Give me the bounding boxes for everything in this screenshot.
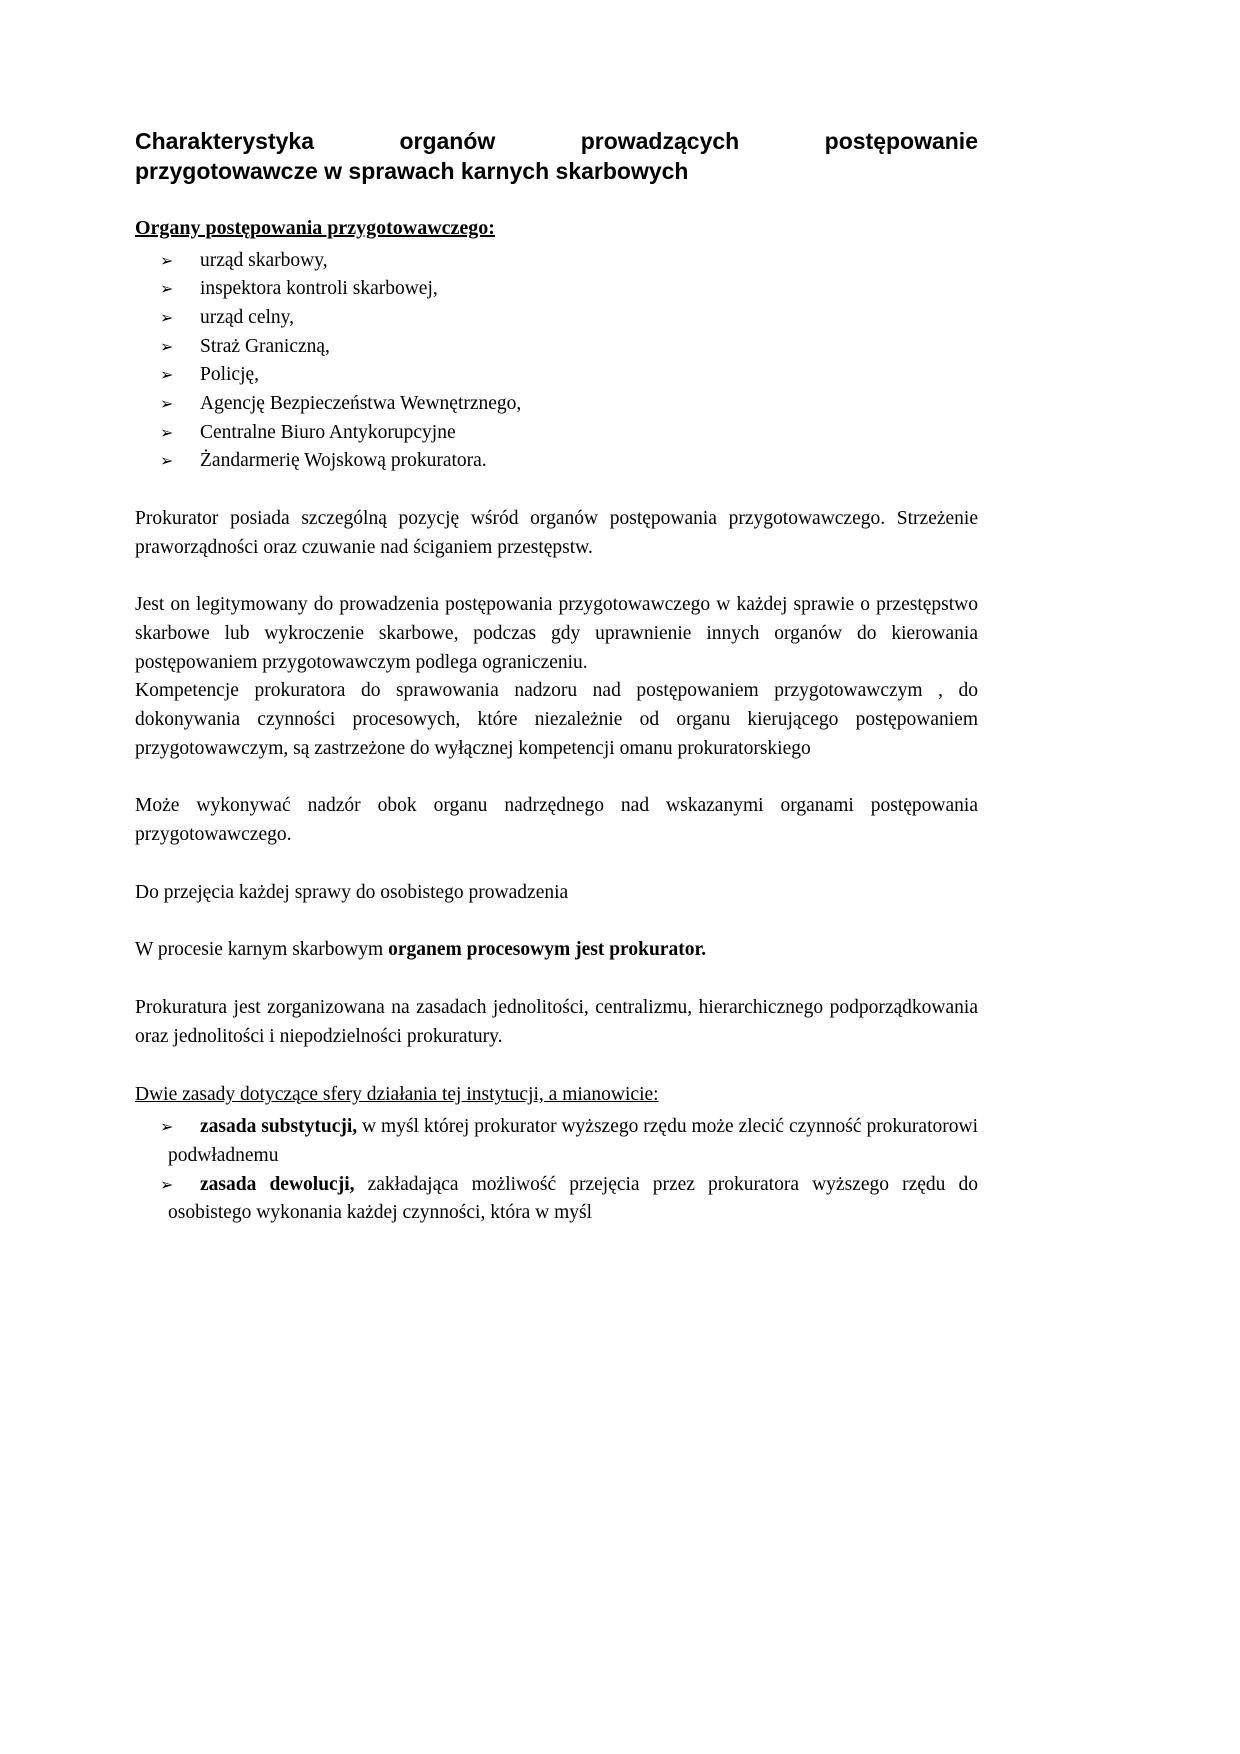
list-item-text: inspektora kontroli skarbowej,	[200, 278, 438, 300]
paragraph-proces-bold: organem procesowym jest prokurator.	[388, 939, 707, 961]
list-item-text: Agencję Bezpieczeństwa Wewnętrznego,	[200, 393, 522, 414]
list-item-term: zasada substytucji,	[200, 1116, 358, 1138]
arrow-bullet-icon: ➢	[160, 422, 174, 442]
list-item	[135, 419, 978, 448]
list-item-text: Straż Graniczną,	[200, 335, 330, 357]
arrow-bullet-icon: ➢	[160, 308, 174, 328]
paragraph-nadzor: Może wykonywać nadzór obok organu nadrzędnego nad wskazanymi organami postępowania przygotowawczego.	[135, 795, 978, 845]
list-item	[135, 361, 978, 390]
list-item-text: urząd skarbowy,	[200, 249, 328, 271]
arrow-bullet-icon: ➢	[160, 279, 174, 299]
list-item	[135, 390, 978, 419]
list-item	[135, 447, 978, 476]
list-item	[135, 275, 978, 304]
list-item	[135, 1171, 978, 1228]
arrow-bullet-icon: ➢	[160, 250, 174, 270]
list-item-text: Policję,	[200, 364, 260, 386]
paragraph-proces-normal: W procesie karnym skarbowym	[135, 939, 389, 961]
list-item-text: zakładająca możliwość przejęcia przez prokuratora wyższego rzędu do osobistego wykonania każdej czynności, która w myśl	[168, 1173, 979, 1224]
arrow-bullet-icon: ➢	[160, 1117, 174, 1137]
paragraph-przejecie: Do przejęcia każdej sprawy do osobistego prowadzenia	[135, 881, 569, 903]
list-item	[135, 1113, 978, 1170]
arrow-bullet-icon: ➢	[160, 365, 174, 385]
arrow-bullet-icon: ➢	[160, 451, 174, 471]
title-line-1: Charakterystyka organów prowadzących postępowanie	[135, 128, 978, 154]
arrow-bullet-icon: ➢	[160, 1174, 174, 1194]
list-item	[135, 304, 978, 333]
paragraph-kompetencje: Kompetencje prokuratora do sprawowania nadzoru nad postępowaniem przygotowawczym , do dokonywania czynności procesowych, które niezależnie od organu kierującego postępowaniem przygotowawczym, są zastrzeżone do wyłącznej kompetencji omanu prokuratorskiego	[135, 680, 978, 759]
list-item-text: w myśl której prokurator wyższego rzędu może zlecić czynność prokuratorowi podwładnemu	[168, 1116, 978, 1167]
paragraph-legitymowany: Jest on legitymowany do prowadzenia postępowania przygotowawczego w każdej sprawie o przestępstwo skarbowe lub wykroczenie skarbowe, podczas gdy uprawnienie innych organów do kierowania postępowaniem przygotowawczym podlega ograniczeniu.	[135, 594, 978, 673]
paragraph-prokuratura: Prokuratura jest zorganizowana na zasadach jednolitości, centralizmu, hierarchicznego podporządkowania oraz jednolitości i niepodzielności prokuratury.	[135, 996, 978, 1047]
section-heading-organy: Organy postępowania przygotowawczego:	[135, 216, 495, 239]
organy-list	[135, 247, 978, 476]
paragraph-proces	[135, 936, 978, 965]
list-item-text: urząd celny,	[200, 307, 295, 329]
list-item-text: Centralne Biuro Antykorupcyjne	[200, 421, 456, 443]
zasady-list	[135, 1113, 978, 1228]
list-item-term: zasada dewolucji,	[200, 1173, 355, 1195]
list-item-text: Żandarmerię Wojskową prokuratora.	[200, 450, 487, 472]
paragraph-prokurator: Prokurator posiada szczególną pozycję wśród organów postępowania przygotowawczego. Strzeżenie praworządności oraz czuwanie nad ściganiem przestępstw.	[135, 507, 978, 558]
title-line-2: przygotowawcze w sprawach karnych skarbowych	[135, 158, 689, 185]
list-item	[135, 333, 978, 362]
list-item	[135, 247, 978, 276]
arrow-bullet-icon: ➢	[160, 336, 174, 356]
document-title	[135, 126, 978, 187]
arrow-bullet-icon: ➢	[160, 394, 174, 413]
section-heading-zasady: Dwie zasady dotyczące sfery działania tej instytucji, a mianowicie:	[135, 1084, 659, 1106]
